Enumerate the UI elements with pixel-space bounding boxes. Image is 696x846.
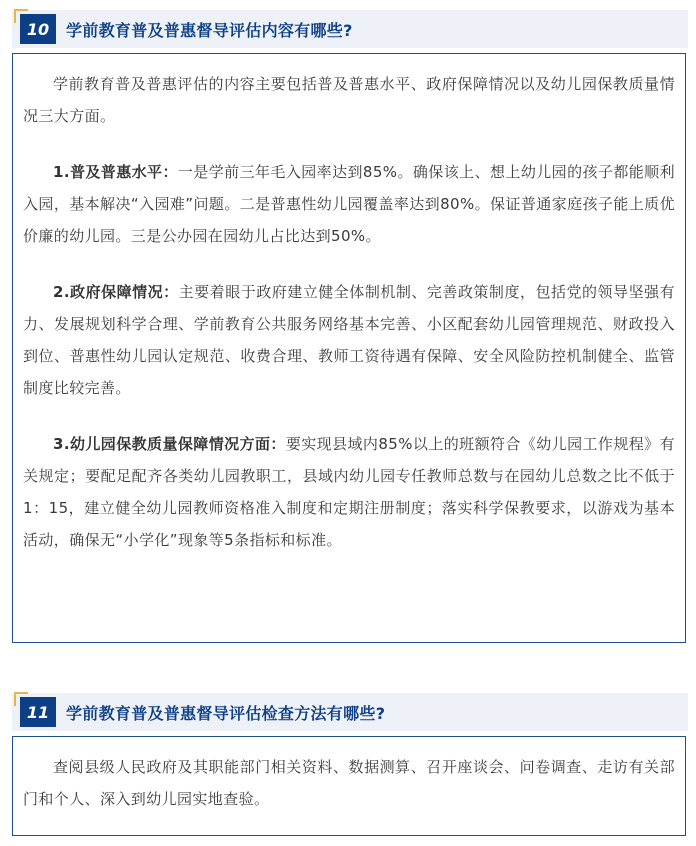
paragraph-care-quality [23,428,675,556]
paragraph-text: 要实现县域内85%以上的班额符合《幼儿园工作规程》有关规定；要配足配齐各类幼儿园教职工，县域内幼儿园专任教师总数与在园幼儿总数之比不低于1：15，建立健全幼儿园教师资格准入制度和定期注册制度；落实科学保教要求，以游戏为基本活动，确保无“小学化”现象等5条指标和标准。 [23,435,675,549]
paragraph-text: 主要着眼于政府建立健全体制机制、完善政策制度，包括党的领导坚强有力、发展规划科学合理、学前教育公共服务网络基本完善、小区配套幼儿园管理规范、财政投入到位、普惠性幼儿园认定规范、收费合理、教师工资待遇有保障、安全风险防控机制健全、监管制度比较完善。 [23,283,675,397]
paragraph-coverage-level [23,156,675,252]
paragraph-text: 学前教育普及普惠评估的内容主要包括普及普惠水平、政府保障情况以及幼儿园保教质量情况三大方面。 [23,75,675,125]
corner-decoration-icon [14,9,28,23]
section-number: 11 [26,702,50,722]
paragraph-government-support [23,276,675,404]
section-title: 学前教育普及普惠督导评估检查方法有哪些? [66,703,386,723]
section-11-content [12,736,686,836]
paragraph-text: 一是学前三年毛入园率达到85%。确保该上、想上幼儿园的孩子都能顺利入园，基本解决“入园难”问题。二是普惠性幼儿园覆盖率达到80%。保证普通家庭孩子能上质优价廉的幼儿园。三是公办园在园幼儿占比达到50%。 [23,163,675,245]
section-10-header [12,10,688,48]
paragraph-intro [23,68,675,132]
section-11-header [12,693,688,731]
corner-decoration-icon [14,692,28,706]
section-title: 学前教育普及普惠督导评估内容有哪些? [66,20,353,40]
section-10-content [12,53,686,643]
paragraph-inspection-methods [23,751,675,815]
section-number: 10 [26,19,50,39]
paragraph-lead: 3.幼儿园保教质量保障情况方面： [53,435,286,453]
paragraph-lead: 2.政府保障情况： [53,283,179,301]
paragraph-lead: 1.普及普惠水平： [53,163,178,181]
section-number-badge [20,14,56,44]
paragraph-text: 查阅县级人民政府及其职能部门相关资料、数据测算、召开座谈会、问卷调查、走访有关部门和个人、深入到幼儿园实地查验。 [23,758,675,808]
section-number-badge [20,697,56,727]
